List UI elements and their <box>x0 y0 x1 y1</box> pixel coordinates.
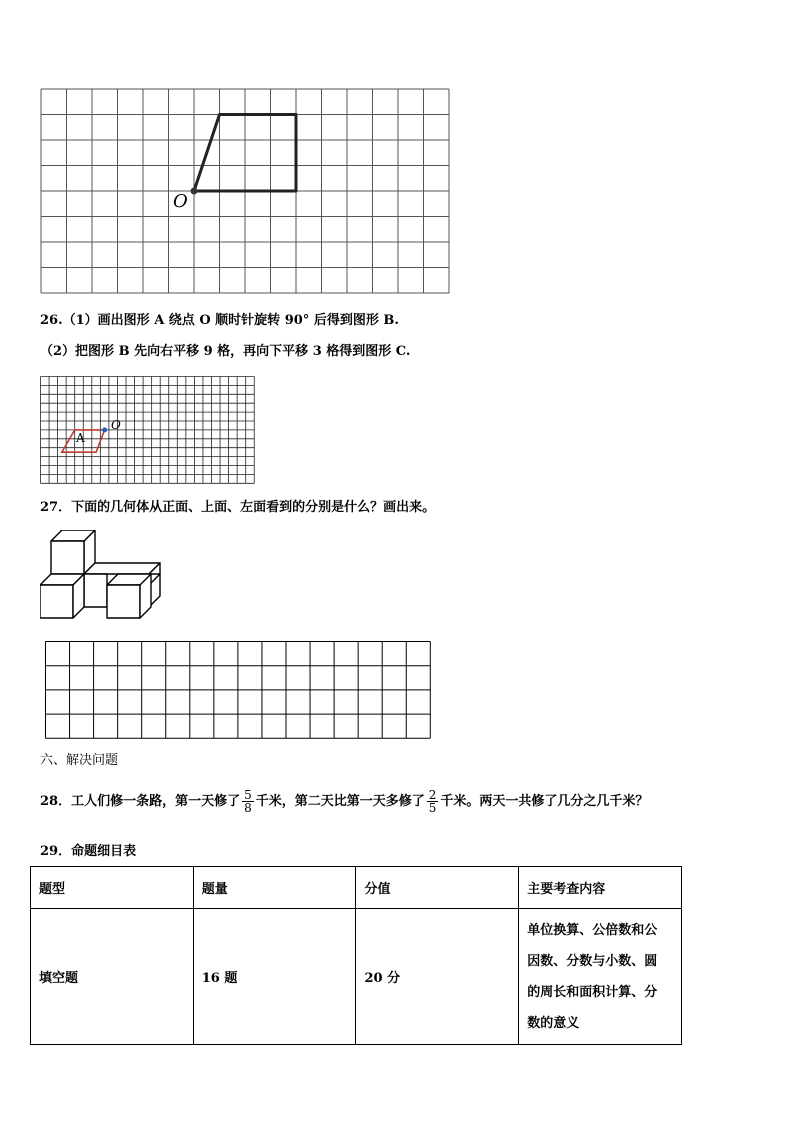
q28-part1: 28．工人们修一条路，第一天修了 <box>40 794 241 809</box>
table-cell-score: 20 分 <box>356 909 519 1045</box>
table-header-cell: 主要考查内容 <box>519 867 682 909</box>
table-cell-count: 16 题 <box>193 909 356 1045</box>
q26-line1: 26.（1）画出图形 A 绕点 O 顺时针旋转 90° 后得到图形 B. <box>40 313 399 328</box>
cube-front-right-face <box>107 585 140 618</box>
table-header-cell: 分值 <box>356 867 519 909</box>
q28-frac2-num: 2 <box>428 788 437 802</box>
content-line: 因数、分数与小数、圆 <box>527 953 658 969</box>
q28-frac1-num: 5 <box>244 788 252 802</box>
table-header-cell: 题量 <box>193 867 356 909</box>
q28-text <box>40 787 648 817</box>
cube-front-left-face <box>40 585 73 618</box>
grid-1-origin-label: O <box>173 191 188 212</box>
table-header-row <box>31 867 682 909</box>
q28-part2: 千米，第二天比第一天多修了 <box>255 794 425 809</box>
q28-frac1-den: 8 <box>244 801 252 815</box>
grid-figure-2 <box>40 376 255 484</box>
origin-point <box>191 188 198 195</box>
content-line: 数的意义 <box>527 1015 580 1031</box>
answer-grid-svg <box>45 641 431 739</box>
grid-figure-1 <box>40 88 450 298</box>
section-6-title: 六、解决问题 <box>40 753 119 768</box>
cube-back-top-face <box>84 563 160 574</box>
q29-title: 29．命题细目表 <box>40 844 137 859</box>
table-cell-type: 填空题 <box>31 909 194 1045</box>
q28-fraction-2 <box>427 789 439 814</box>
grid-2-svg <box>40 376 255 484</box>
table-cell-content <box>519 909 682 1045</box>
q28-frac2-den: 5 <box>428 801 437 815</box>
table-row <box>31 909 682 1045</box>
q26-line2: （2）把图形 B 先向右平移 9 格，再向下平移 3 格得到图形 C. <box>40 344 411 359</box>
cube-back-front-face <box>84 574 107 607</box>
content-line: 单位换算、公倍数和公 <box>527 922 658 938</box>
cube-top-front-face <box>51 541 84 574</box>
grid-2-shape-label: A <box>76 431 85 445</box>
specification-table <box>30 866 682 1045</box>
grid-1-svg <box>40 88 450 298</box>
content-line: 的周长和面积计算、分 <box>527 984 658 1000</box>
answer-grid <box>45 641 431 739</box>
q28-part3: 千米。两天一共修了几分之几千米？ <box>440 794 649 809</box>
cubes-svg <box>40 530 170 622</box>
grid-2-point-label: O <box>111 418 121 432</box>
q27-text: 27．下面的几何体从正面、上面、左面看到的分别是什么？画出来。 <box>40 500 436 515</box>
table-header-cell: 题型 <box>31 867 194 909</box>
point-o <box>102 427 107 432</box>
q28-fraction-1 <box>242 789 254 814</box>
cubes-figure <box>40 530 170 622</box>
